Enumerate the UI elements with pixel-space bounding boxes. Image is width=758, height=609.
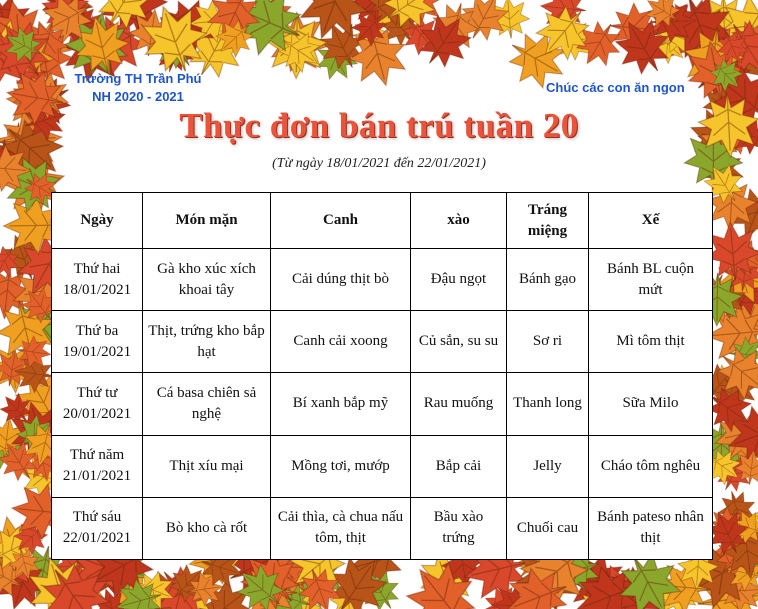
day-name: Thứ ba	[75, 322, 119, 339]
day-name: Thứ hai	[73, 260, 121, 277]
weekly-menu-table	[51, 192, 713, 560]
day-date: 22/01/2021	[62, 530, 132, 547]
col-header-soup: Canh	[271, 193, 411, 249]
page-title: Thực đơn bán trú tuần 20	[179, 106, 579, 145]
day-name: Thứ tư	[76, 384, 118, 401]
day-name: Thứ sáu	[72, 509, 122, 526]
table-row	[52, 311, 713, 373]
cell-dessert: Bánh gạo	[507, 249, 589, 311]
table-header-row	[52, 193, 713, 249]
cell-soup: Cải dúng thịt bò	[271, 249, 411, 311]
cell-soup: Mồng tơi, mướp	[271, 435, 411, 497]
table-row	[52, 373, 713, 435]
cell-main-dish: Gà kho xúc xích khoai tây	[143, 249, 271, 311]
cell-snack: Mì tôm thịt	[589, 311, 713, 373]
day-date: 20/01/2021	[62, 405, 132, 422]
day-date: 19/01/2021	[62, 343, 132, 360]
wish-text: Chúc các con ăn ngon	[546, 80, 685, 95]
cell-main-dish: Thịt xíu mại	[143, 435, 271, 497]
cell-main-dish: Cá basa chiên sả nghệ	[143, 373, 271, 435]
cell-day	[52, 435, 143, 497]
cell-snack: Bánh BL cuộn mứt	[589, 249, 713, 311]
date-range: (Từ ngày 18/01/2021 đến 22/01/2021)	[272, 156, 486, 171]
cell-snack: Sữa Milo	[589, 373, 713, 435]
col-header-snack: Xế	[589, 193, 713, 249]
cell-dessert: Sơ ri	[507, 311, 589, 373]
cell-soup: Cải thìa, cà chua nấu tôm, thịt	[271, 497, 411, 559]
cell-soup: Canh cải xoong	[271, 311, 411, 373]
cell-dessert: Jelly	[507, 435, 589, 497]
cell-stir-fry: Bầu xào trứng	[411, 497, 507, 559]
cell-snack: Cháo tôm nghêu	[589, 435, 713, 497]
cell-stir-fry: Rau muống	[411, 373, 507, 435]
col-header-dessert: Tráng miệng	[507, 193, 589, 249]
school-name: Trường TH Trần Phú	[74, 71, 202, 86]
col-header-stir-fry: xào	[411, 193, 507, 249]
cell-dessert: Thanh long	[507, 373, 589, 435]
cell-day	[52, 311, 143, 373]
cell-main-dish: Thịt, trứng kho bắp hạt	[143, 311, 271, 373]
cell-stir-fry: Củ sắn, su su	[411, 311, 507, 373]
cell-main-dish: Bò kho cà rốt	[143, 497, 271, 559]
cell-day	[52, 249, 143, 311]
school-year: NH 2020 - 2021	[92, 89, 184, 104]
table-row	[52, 435, 713, 497]
cell-snack: Bánh pateso nhân thịt	[589, 497, 713, 559]
day-name: Thứ năm	[69, 447, 125, 464]
cell-stir-fry: Đậu ngọt	[411, 249, 507, 311]
cell-dessert: Chuối cau	[507, 497, 589, 559]
cell-day	[52, 373, 143, 435]
table-row	[52, 497, 713, 559]
col-header-main-dish: Món mặn	[143, 193, 271, 249]
school-info	[68, 70, 208, 106]
cell-soup: Bí xanh bắp mỹ	[271, 373, 411, 435]
cell-day	[52, 497, 143, 559]
day-date: 18/01/2021	[62, 281, 132, 298]
day-date: 21/01/2021	[62, 468, 132, 485]
table-row	[52, 249, 713, 311]
col-header-day: Ngày	[52, 193, 143, 249]
cell-stir-fry: Bắp cải	[411, 435, 507, 497]
